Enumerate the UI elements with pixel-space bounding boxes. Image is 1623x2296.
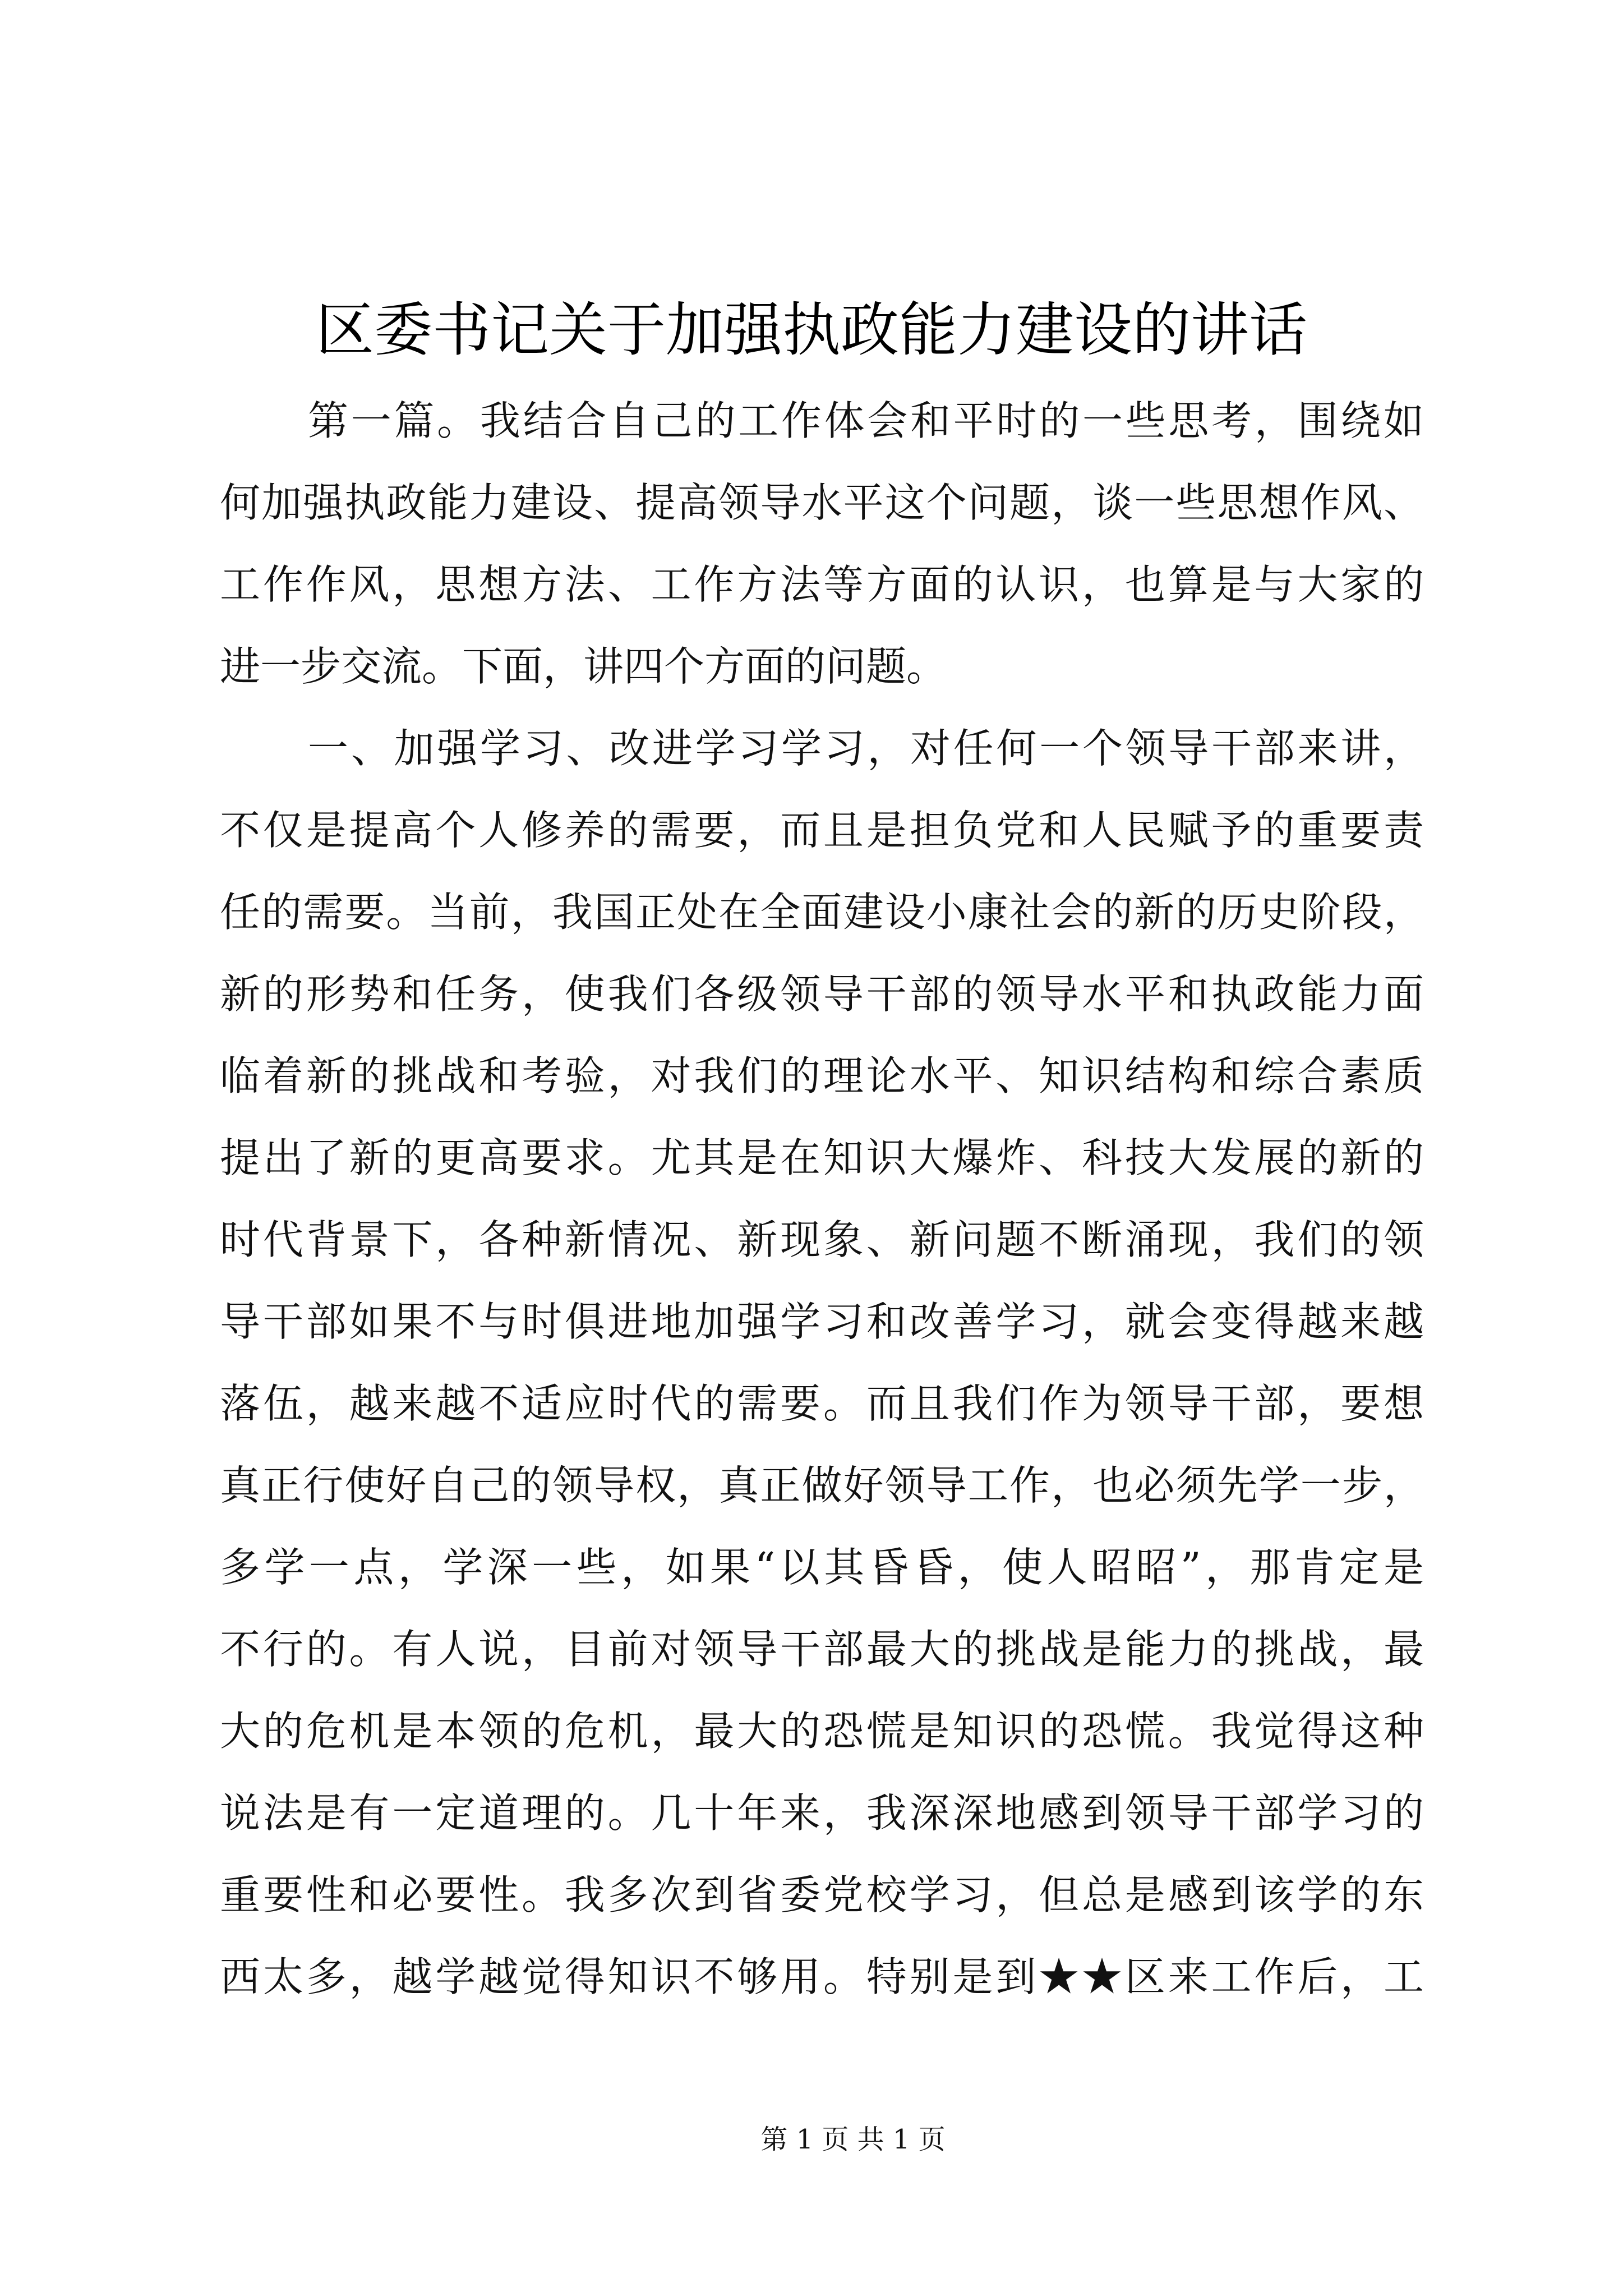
text-line: 临着新的挑战和考验，对我们的理论水平、知识结构和综合素质 [220,1052,1424,1099]
text-line: 何加强执政能力建设、提高领导水平这个问题，谈一些思想作风、 [220,479,1424,526]
text-line: 时代背景下，各种新情况、新现象、新问题不断涌现，我们的领 [220,1216,1424,1263]
text-line: 不行的。有人说，目前对领导干部最大的挑战是能力的挑战，最 [220,1626,1424,1673]
text-line: 大的危机是本领的危机，最大的恐慌是知识的恐慌。我觉得这种 [220,1708,1424,1755]
document-title: 区委书记关于加强执政能力建设的讲话 [315,296,1307,364]
text-line: 重要性和必要性。我多次到省委党校学习，但总是感到该学的东 [220,1871,1424,1918]
paragraph [220,380,1424,707]
text-line: 真正行使好自己的领导权，真正做好领导工作，也必须先学一步， [220,1462,1424,1509]
text-line: 西太多，越学越觉得知识不够用。特别是到★★区来工作后，工 [220,1953,1424,2000]
text-line: 多学一点，学深一些，如果“以其昏昏，使人昭昭”，那肯定是 [220,1544,1424,1591]
text-line: 第一篇。我结合自己的工作体会和平时的一些思考，围绕如 [308,397,1424,444]
text-line: 说法是有一定道理的。几十年来，我深深地感到领导干部学习的 [220,1789,1424,1837]
page-footer: 第 1 页 共 1 页 [760,2124,946,2155]
paragraph [220,707,1424,2018]
text-line: 提出了新的更高要求。尤其是在知识大爆炸、科技大发展的新的 [220,1134,1424,1181]
text-line: 不仅是提高个人修养的需要，而且是担负党和人民赋予的重要责 [220,807,1424,854]
text-line: 新的形势和任务，使我们各级领导干部的领导水平和执政能力面 [220,970,1424,1018]
text-line: 落伍，越来越不适应时代的需要。而且我们作为领导干部，要想 [220,1380,1424,1427]
document-body [220,380,1424,2018]
text-line: 任的需要。当前，我国正处在全面建设小康社会的新的历史阶段， [220,889,1424,936]
text-line: 一、加强学习、改进学习学习，对任何一个领导干部来讲， [308,725,1424,772]
text-line: 工作作风，思想方法、工作方法等方面的认识，也算是与大家的 [220,561,1424,608]
text-line: 导干部如果不与时俱进地加强学习和改善学习，就会变得越来越 [220,1298,1424,1345]
text-line: 进一步交流。下面，讲四个方面的问题。 [220,643,947,690]
